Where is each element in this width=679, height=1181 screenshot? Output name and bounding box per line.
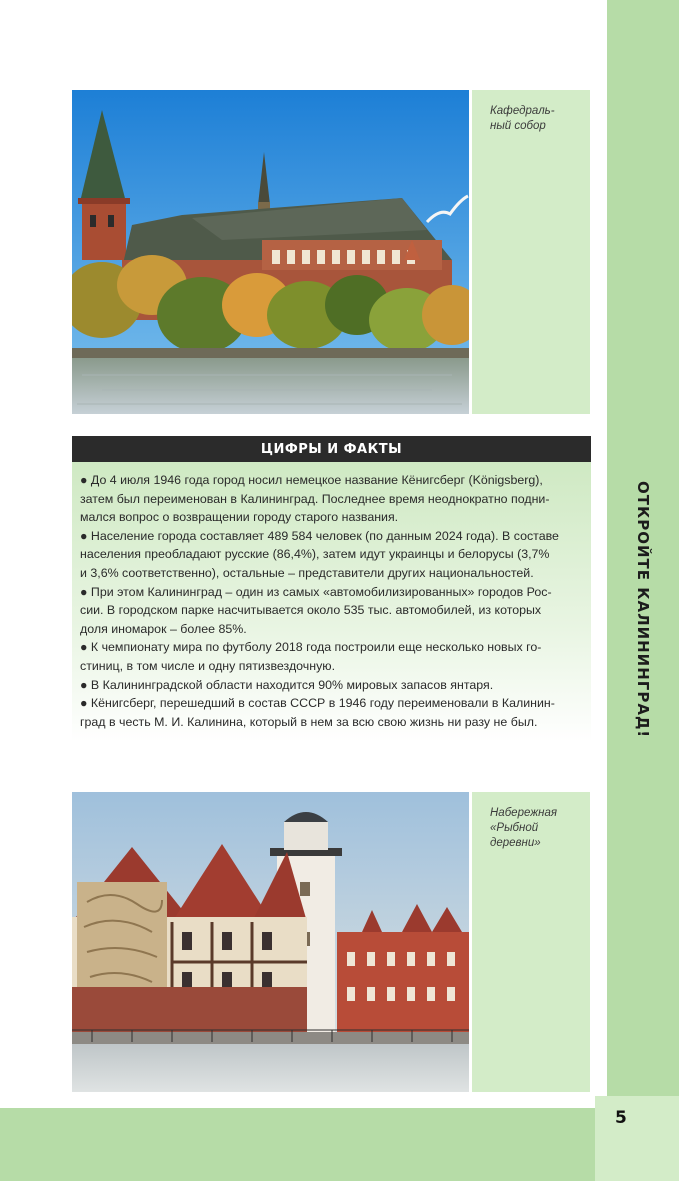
caption-line: деревни» — [490, 837, 541, 849]
fact-line: стиниц, в том числе и одну пятизвездочную. — [80, 658, 336, 673]
side-title — [607, 470, 679, 750]
caption-line: Кафедраль- — [490, 105, 555, 117]
caption-line: ный собор — [490, 120, 546, 132]
fact-line: и 3,6% соответственно), остальные – представители других национальностей. — [80, 565, 534, 580]
fact-line: затем был переименован в Калининград. Последнее время неоднократно подни- — [80, 491, 550, 506]
page-number: 5 — [615, 1108, 627, 1128]
fishing-village-caption-box — [472, 792, 590, 1092]
facts-header — [72, 436, 591, 462]
fact-line: населения преобладают русские (86,4%), затем идут украинцы и белорусы (3,7% — [80, 547, 550, 562]
facts-body — [72, 462, 591, 742]
facts-title: ЦИФРЫ И ФАКТЫ — [260, 441, 403, 457]
page-number-box — [595, 1096, 679, 1181]
side-title-text: ОТКРОЙТЕ КАЛИНИНГРАД! — [634, 481, 652, 739]
fact-line: град в честь М. И. Калинина, который в нем за всю свою жизнь ни разу не был. — [80, 714, 538, 729]
fact-line: мался вопрос о возвращении городу старого названия. — [80, 510, 399, 525]
fact-line: ● Население города составляет 489 584 человек (по данным 2024 года). В составе — [80, 528, 559, 543]
fact-line: сии. В городском парке насчитывается около 535 тыс. автомобилей, из которых — [80, 603, 542, 618]
fact-line: ● В Калининградской области находится 90% мировых запасов янтаря. — [80, 677, 494, 692]
cathedral-photo — [72, 90, 469, 414]
fact-line: ● До 4 июля 1946 года город носил немецкое название Кёнигсберг (Königsberg), — [80, 473, 543, 487]
fact-line: ● При этом Калининград – один из самых «автомобилизированных» городов Рос- — [80, 584, 552, 599]
fact-line: ● К чемпионату мира по футболу 2018 года построили еще несколько новых го- — [80, 640, 542, 655]
fact-line: ● Кёнигсберг, перешедший в состав СССР в 1946 году переименовали в Калинин- — [80, 696, 555, 711]
cathedral-caption — [490, 104, 580, 134]
cathedral-caption-box — [472, 90, 590, 414]
fishing-village-caption — [490, 806, 580, 851]
fishing-village-photo — [72, 792, 469, 1092]
caption-line: «Рыбной — [490, 822, 539, 834]
bottom-band — [0, 1108, 595, 1181]
caption-line: Набережная — [490, 807, 558, 819]
fact-line: доля иномарок – более 85%. — [80, 621, 247, 636]
